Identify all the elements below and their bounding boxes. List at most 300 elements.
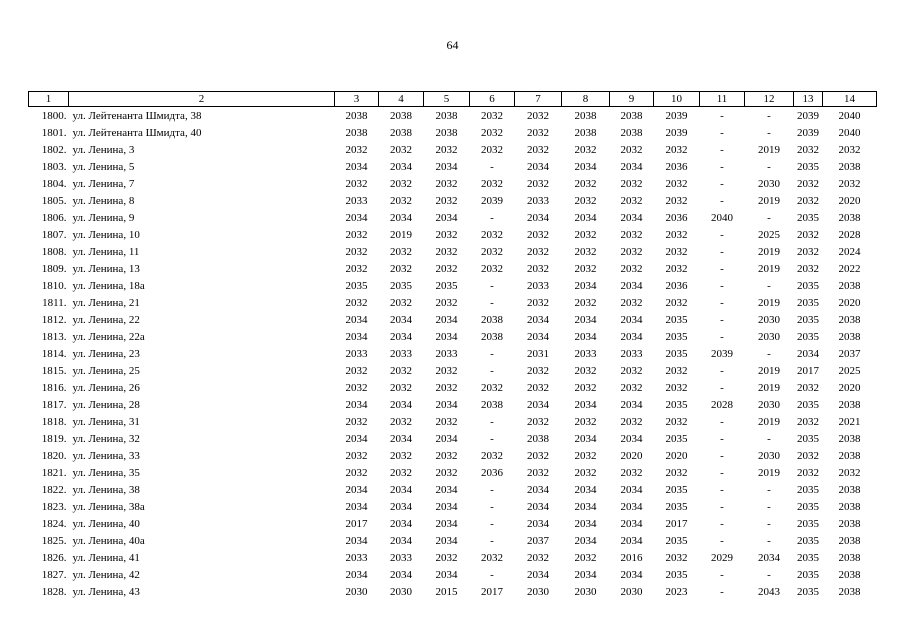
row-number: 1811. [42,296,67,309]
year-cell: 2038 [435,126,458,139]
year-cell: 2031 [527,347,549,360]
year-cell: 2038 [838,534,861,547]
year-cell: 2032 [665,228,688,241]
year-cell: 2019 [758,245,780,258]
table-row [29,481,877,498]
year-cell: 2034 [527,483,549,496]
year-cell: 2036 [481,466,503,479]
year-cell: 2032 [620,466,643,479]
year-cell: 2032 [574,262,597,275]
row-number: 1801. [41,126,67,139]
address-cell: ул. Ленина, 13 [72,262,140,275]
year-cell: 2038 [838,160,861,173]
year-cell: 2034 [390,483,412,496]
address-cell: ул. Ленина, 38 [72,483,140,496]
year-cell: 2035 [797,534,819,547]
year-cell: 2032 [838,143,861,156]
year-cell: 2032 [390,449,412,462]
address-cell: ул. Ленина, 40 [72,517,140,530]
year-cell: 2032 [620,381,643,394]
row-number: 1810. [41,279,67,292]
year-cell: 2017 [797,364,819,377]
year-cell: 2039 [665,126,688,139]
year-cell: 2034 [620,500,643,513]
header-cell: 3 [335,92,379,107]
year-cell: 2035 [665,432,688,445]
year-cell: 2034 [574,330,597,343]
row-number: 1806. [41,211,67,224]
row-number: 1808. [41,245,67,258]
table-row [29,175,877,192]
year-cell: 2030 [620,585,643,598]
address-cell: ул. Ленина, 22 [72,313,140,326]
year-cell: 2020 [838,381,861,394]
year-cell: 2032 [620,143,643,156]
row-number: 1813. [41,330,67,343]
year-cell: 2034 [574,517,597,530]
year-cell: 2032 [797,143,819,156]
year-cell: 2037 [838,347,861,360]
year-cell: 2039 [797,109,819,122]
year-cell: 2032 [620,415,643,428]
year-cell: - [720,126,724,139]
year-cell: 2032 [665,245,688,258]
year-cell: 2032 [797,177,819,190]
year-cell: 2019 [758,296,780,309]
year-cell: 2034 [390,211,412,224]
year-cell: 2032 [620,262,643,275]
year-cell: - [490,517,494,530]
year-cell: 2035 [435,279,458,292]
year-cell: - [767,211,771,224]
year-cell: 2024 [838,245,861,258]
table-row [29,345,877,362]
year-cell: - [767,432,771,445]
year-cell: 2038 [838,449,861,462]
year-cell: 2032 [797,415,819,428]
year-cell: 2032 [390,466,412,479]
address-cell: ул. Ленина, 40а [72,534,145,547]
year-cell: - [720,568,724,581]
year-cell: 2038 [574,109,597,122]
year-cell: 2038 [620,109,643,122]
year-cell: 2038 [345,126,368,139]
year-cell: 2032 [665,143,688,156]
year-cell: 2034 [435,568,458,581]
row-number: 1815. [41,364,67,377]
year-cell: 2032 [481,262,503,275]
year-cell: 2034 [435,517,458,530]
year-cell: 2038 [838,500,861,513]
year-cell: 2035 [797,313,819,326]
year-cell: 2032 [665,415,688,428]
year-cell: 2034 [620,313,643,326]
year-cell: 2032 [390,296,412,309]
year-cell: 2035 [797,432,819,445]
year-cell: 2032 [665,296,688,309]
year-cell: 2034 [345,211,368,224]
year-cell: 2032 [620,228,643,241]
year-cell: - [490,296,494,309]
year-cell: 2038 [481,330,503,343]
year-cell: 2032 [345,415,368,428]
table-row [29,328,877,345]
year-cell: 2030 [758,330,780,343]
year-cell: - [767,483,771,496]
year-cell: 2039 [481,194,503,207]
year-cell: 2034 [390,160,412,173]
year-cell: 2032 [481,551,503,564]
year-cell: - [490,279,494,292]
table-row [29,260,877,277]
year-cell: 2034 [620,432,643,445]
year-cell: - [720,483,724,496]
year-cell: 2032 [345,364,368,377]
row-number: 1827. [41,568,67,581]
year-cell: 2032 [481,245,503,258]
year-cell: 2034 [435,211,458,224]
year-cell: 2034 [435,432,458,445]
year-cell: 2034 [435,398,458,411]
year-cell: 2030 [527,585,549,598]
year-cell: 2038 [838,483,861,496]
address-cell: ул. Ленина, 9 [72,211,135,224]
row-number: 1803. [41,160,67,173]
year-cell: 2034 [345,534,368,547]
year-cell: 2030 [758,398,780,411]
year-cell: 2038 [481,313,503,326]
year-cell: 2034 [390,330,412,343]
year-cell: 2032 [435,364,458,377]
year-cell: 2032 [345,262,368,275]
table-row [29,362,877,379]
year-cell: 2032 [620,177,643,190]
year-cell: 2033 [574,347,597,360]
year-cell: 2038 [345,109,368,122]
year-cell: 2032 [481,381,503,394]
year-cell: 2038 [838,279,861,292]
year-cell: 2032 [481,126,503,139]
year-cell: 2032 [481,109,503,122]
table-row [29,379,877,396]
year-cell: 2034 [345,432,368,445]
year-cell: 2032 [345,245,368,258]
year-cell: 2035 [665,568,688,581]
year-cell: 2019 [758,262,780,275]
year-cell: 2032 [574,381,597,394]
year-cell: 2038 [390,109,412,122]
year-cell: 2032 [390,364,412,377]
page-number: 64 [446,38,459,52]
address-cell: ул. Ленина, 5 [72,160,135,173]
year-cell: 2025 [758,228,780,241]
year-cell: - [720,262,724,275]
year-cell: 2039 [665,109,688,122]
year-cell: - [720,160,724,173]
row-number: 1826. [41,551,67,564]
table-row [29,413,877,430]
year-cell: 2022 [838,262,861,275]
year-cell: 2032 [345,466,368,479]
year-cell: - [720,296,724,309]
year-cell: 2034 [390,313,412,326]
year-cell: 2032 [527,109,549,122]
row-number: 1809. [41,262,67,275]
year-cell: 2033 [345,194,368,207]
year-cell: 2032 [390,245,412,258]
year-cell: - [767,279,771,292]
row-number: 1814. [41,347,67,360]
year-cell: 2034 [758,551,780,564]
year-cell: 2039 [797,126,819,139]
row-number: 1821. [41,466,67,479]
year-cell: 2032 [620,245,643,258]
year-cell: 2032 [574,296,597,309]
header-cell: 10 [654,92,700,107]
year-cell: 2032 [574,364,597,377]
year-cell: - [490,211,494,224]
year-cell: 2032 [527,245,549,258]
year-cell: 2038 [838,568,861,581]
table-row [29,532,877,549]
year-cell: 2032 [527,415,549,428]
year-cell: - [720,194,724,207]
year-cell: 2032 [665,466,688,479]
year-cell: 2035 [665,347,688,360]
year-cell: 2034 [527,330,549,343]
year-cell: 2038 [620,126,643,139]
year-cell: 2040 [711,211,733,224]
year-cell: 2033 [527,194,549,207]
year-cell: - [720,466,724,479]
year-cell: - [490,500,494,513]
year-cell: 2035 [797,296,819,309]
year-cell: 2034 [435,534,458,547]
year-cell: 2033 [345,551,368,564]
header-cell: 5 [424,92,470,107]
year-cell: 2034 [390,432,412,445]
table-header [29,92,877,107]
header-cell: 8 [562,92,610,107]
year-cell: 2038 [838,517,861,530]
year-cell: - [767,347,771,360]
year-cell: 2034 [620,398,643,411]
header-cell: 14 [823,92,877,107]
address-cell: ул. Лейтенанта Шмидта, 40 [72,126,202,139]
row-number: 1817. [41,398,67,411]
year-cell: 2034 [574,483,597,496]
year-cell: 2032 [481,449,503,462]
year-cell: 2032 [620,296,643,309]
year-cell: 2034 [574,432,597,445]
header-cell: 1 [29,92,69,107]
year-cell: 2032 [390,381,412,394]
year-cell: 2019 [758,194,780,207]
year-cell: 2034 [435,330,458,343]
year-cell: 2034 [345,483,368,496]
year-cell: 2034 [345,500,368,513]
address-cell: ул. Ленина, 22а [72,330,145,343]
year-cell: 2039 [711,347,733,360]
row-number: 1802. [41,143,67,156]
year-cell: - [490,568,494,581]
year-cell: 2032 [527,449,549,462]
row-number: 1822. [41,483,67,496]
header-cell: 4 [379,92,424,107]
year-cell: 2035 [665,534,688,547]
row-number: 1816. [41,381,67,394]
year-cell: - [490,534,494,547]
year-cell: 2034 [574,500,597,513]
row-number: 1807. [41,228,67,241]
row-number: 1828. [41,585,67,598]
year-cell: 2020 [838,296,861,309]
year-cell: 2032 [665,194,688,207]
year-cell: 2032 [435,415,458,428]
year-cell: 2032 [838,466,861,479]
row-number: 1825. [41,534,67,547]
year-cell: 2032 [435,262,458,275]
year-cell: 2032 [390,194,412,207]
year-cell: 2028 [838,228,861,241]
year-cell: 2032 [665,177,688,190]
address-cell: ул. Ленина, 26 [72,381,140,394]
year-cell: 2034 [390,500,412,513]
year-cell: 2034 [435,160,458,173]
year-cell: 2032 [797,381,819,394]
year-cell: 2032 [527,466,549,479]
header-cell: 7 [515,92,562,107]
year-cell: 2032 [435,551,458,564]
year-cell: 2032 [527,228,549,241]
table-row [29,447,877,464]
table-row [29,464,877,481]
year-cell: 2034 [527,568,549,581]
year-cell: 2034 [620,211,643,224]
row-number: 1820. [41,449,67,462]
year-cell: 2019 [390,228,412,241]
year-cell: - [767,568,771,581]
table-row [29,515,877,532]
year-cell: - [720,109,724,122]
year-cell: 2030 [390,585,412,598]
year-cell: - [720,177,724,190]
year-cell: 2032 [527,262,549,275]
year-cell: 2034 [345,568,368,581]
year-cell: 2034 [345,398,368,411]
address-cell: ул. Ленина, 31 [72,415,140,428]
year-cell: 2034 [574,211,597,224]
year-cell: 2032 [665,381,688,394]
year-cell: 2023 [665,585,688,598]
year-cell: 2034 [574,534,597,547]
year-cell: 2032 [435,194,458,207]
table-row [29,294,877,311]
year-cell: 2030 [574,585,597,598]
year-cell: - [720,534,724,547]
address-cell: ул. Ленина, 11 [72,245,140,258]
address-cell: ул. Ленина, 10 [72,228,140,241]
year-cell: 2032 [435,466,458,479]
year-cell: 2032 [797,466,819,479]
year-cell: 2032 [574,228,597,241]
year-cell: 2034 [574,313,597,326]
address-cell: ул. Ленина, 43 [72,585,140,598]
year-cell: 2035 [797,160,819,173]
year-cell: 2038 [481,398,503,411]
year-cell: 2034 [574,398,597,411]
year-cell: 2033 [390,551,412,564]
year-cell: 2033 [527,279,549,292]
year-cell: 2034 [435,500,458,513]
year-cell: 2032 [797,245,819,258]
year-cell: - [767,534,771,547]
year-cell: 2034 [797,347,819,360]
year-cell: 2035 [797,330,819,343]
year-cell: 2034 [527,160,549,173]
year-cell: - [767,160,771,173]
year-cell: 2038 [390,126,412,139]
year-cell: 2038 [838,211,861,224]
year-cell: 2034 [527,313,549,326]
year-cell: 2017 [665,517,688,530]
year-cell: 2032 [345,449,368,462]
table-row [29,583,877,600]
year-cell: 2032 [574,177,597,190]
year-cell: 2032 [797,194,819,207]
address-cell: ул. Лейтенанта Шмидта, 38 [72,109,202,122]
year-cell: 2032 [620,364,643,377]
year-cell: 2032 [345,177,368,190]
year-cell: 2038 [838,551,861,564]
year-cell: 2035 [665,483,688,496]
row-number: 1800. [41,109,67,122]
header-cell: 12 [745,92,794,107]
year-cell: 2032 [574,449,597,462]
year-cell: 2038 [574,126,597,139]
table-row [29,430,877,447]
year-cell: 2032 [665,551,688,564]
year-cell: 2032 [345,381,368,394]
table-body [29,107,877,601]
table-row [29,498,877,515]
year-cell: 2035 [797,398,819,411]
table-row [29,209,877,226]
year-cell: 2035 [797,483,819,496]
table-row [29,141,877,158]
year-cell: 2033 [390,347,412,360]
address-cell: ул. Ленина, 25 [72,364,140,377]
year-cell: 2034 [620,330,643,343]
year-cell: 2043 [758,585,780,598]
year-cell: 2034 [345,160,368,173]
year-cell: 2032 [435,143,458,156]
year-cell: 2032 [838,177,861,190]
year-cell: 2030 [758,449,780,462]
year-cell: 2038 [838,585,861,598]
year-cell: 2032 [481,177,503,190]
year-cell: 2034 [390,517,412,530]
year-cell: 2034 [390,398,412,411]
year-cell: 2034 [620,483,643,496]
year-cell: 2019 [758,415,780,428]
year-cell: - [720,279,724,292]
year-cell: 2032 [574,143,597,156]
year-cell: - [720,364,724,377]
address-cell: ул. Ленина, 42 [72,568,140,581]
year-cell: - [767,126,771,139]
year-cell: 2038 [838,313,861,326]
